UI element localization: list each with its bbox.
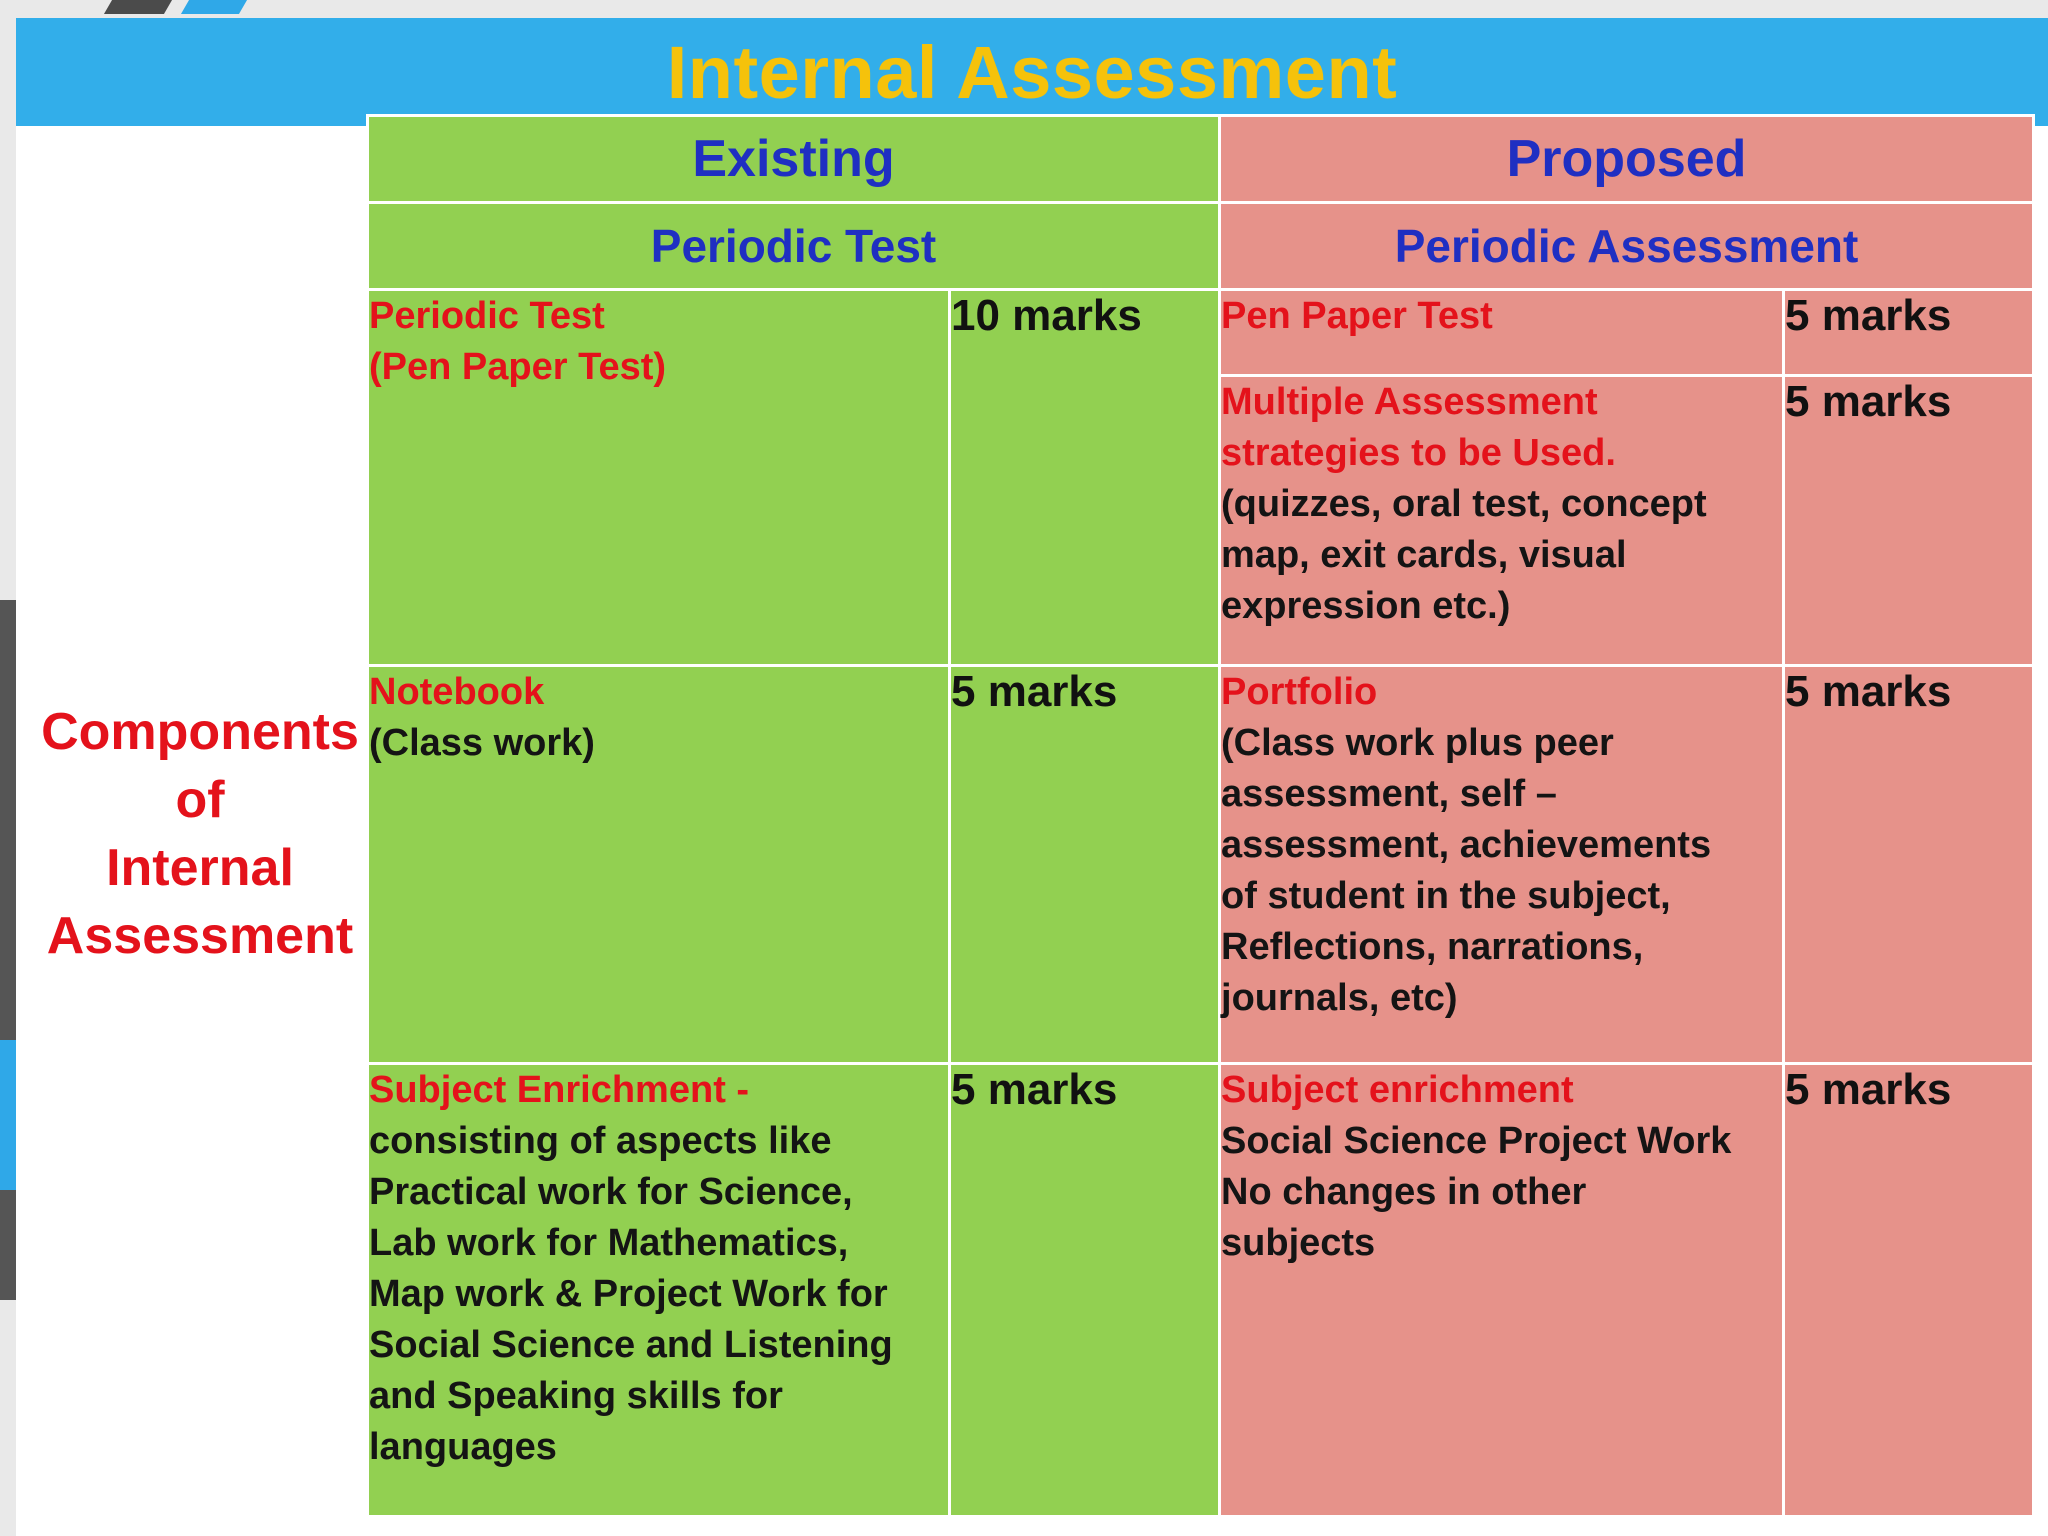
cell-detail-line: Practical work for Science, <box>369 1171 853 1213</box>
cell-detail-line: expression etc.) <box>1221 585 1511 627</box>
marks-proposed-subject-enrichment: 5 marks <box>1784 1064 2034 1517</box>
cell-title: Subject Enrichment - <box>369 1069 750 1111</box>
marks-existing-periodic-test: 10 marks <box>950 290 1220 666</box>
cell-existing-subject-enrichment <box>368 1064 950 1517</box>
cell-detail-line: journals, etc) <box>1221 977 1458 1019</box>
slide-title: Internal Assessment <box>666 30 1398 114</box>
cell-title: Notebook <box>369 671 545 713</box>
cell-detail-line: Map work & Project Work for <box>369 1273 888 1315</box>
cell-detail-line: subjects <box>1221 1222 1376 1264</box>
side-label-line: of <box>175 771 225 829</box>
marks-proposed-portfolio: 5 marks <box>1784 666 2034 1064</box>
cell-title-line: Periodic Test <box>369 295 605 337</box>
decor-stripe-blue <box>181 0 247 14</box>
cell-proposed-multiple-assessment <box>1220 376 1784 666</box>
cell-detail-line: Reflections, narrations, <box>1221 926 1644 968</box>
cell-title: Portfolio <box>1221 671 1378 713</box>
side-label-line: Internal <box>106 839 294 897</box>
cell-detail-line: assessment, self – <box>1221 773 1557 815</box>
cell-detail-line: consisting of aspects like <box>369 1120 832 1162</box>
cell-title-line: Multiple Assessment <box>1221 381 1598 423</box>
header-existing: Existing <box>368 116 1220 203</box>
cell-detail-line: of student in the subject, <box>1221 875 1671 917</box>
side-label-line: Assessment <box>46 907 354 965</box>
subheader-existing: Periodic Test <box>368 203 1220 290</box>
cell-detail-line: Social Science Project Work <box>1221 1120 1732 1162</box>
subheader-proposed: Periodic Assessment <box>1220 203 2034 290</box>
cell-detail-line: (Class work plus peer <box>1221 722 1614 764</box>
marks-proposed-multiple-assessment: 5 marks <box>1784 376 2034 666</box>
cell-title: Subject enrichment <box>1221 1069 1574 1111</box>
assessment-table <box>366 114 2035 1518</box>
cell-proposed-subject-enrichment <box>1220 1064 1784 1517</box>
cell-detail-line: No changes in other <box>1221 1171 1587 1213</box>
cell-detail-line: (quizzes, oral test, concept <box>1221 483 1707 525</box>
cell-title-line: strategies to be Used. <box>1221 432 1616 474</box>
cell-detail-line: Lab work for Mathematics, <box>369 1222 849 1264</box>
cell-detail-line: Social Science and Listening <box>369 1324 893 1366</box>
cell-existing-periodic-test <box>368 290 950 666</box>
decor-left-blue <box>0 1040 16 1190</box>
decor-left-dark <box>0 600 16 1300</box>
cell-detail-line: map, exit cards, visual <box>1221 534 1627 576</box>
cell-title: Pen Paper Test <box>1221 295 1493 337</box>
cell-existing-notebook <box>368 666 950 1064</box>
decor-stripe-dark <box>104 0 172 14</box>
marks-proposed-pen-paper: 5 marks <box>1784 290 2034 376</box>
cell-detail-line: and Speaking skills for <box>369 1375 783 1417</box>
row-group-label <box>30 698 370 970</box>
title-bar <box>16 18 2048 126</box>
side-label-line: Components <box>41 703 359 761</box>
marks-existing-subject-enrichment: 5 marks <box>950 1064 1220 1517</box>
header-proposed: Proposed <box>1220 116 2034 203</box>
cell-title-line: (Pen Paper Test) <box>369 346 667 388</box>
cell-detail-line: assessment, achievements <box>1221 824 1712 866</box>
cell-proposed-pen-paper <box>1220 290 1784 376</box>
cell-detail-line: (Class work) <box>369 722 595 764</box>
marks-existing-notebook: 5 marks <box>950 666 1220 1064</box>
cell-proposed-portfolio <box>1220 666 1784 1064</box>
cell-detail-line: languages <box>369 1426 557 1468</box>
